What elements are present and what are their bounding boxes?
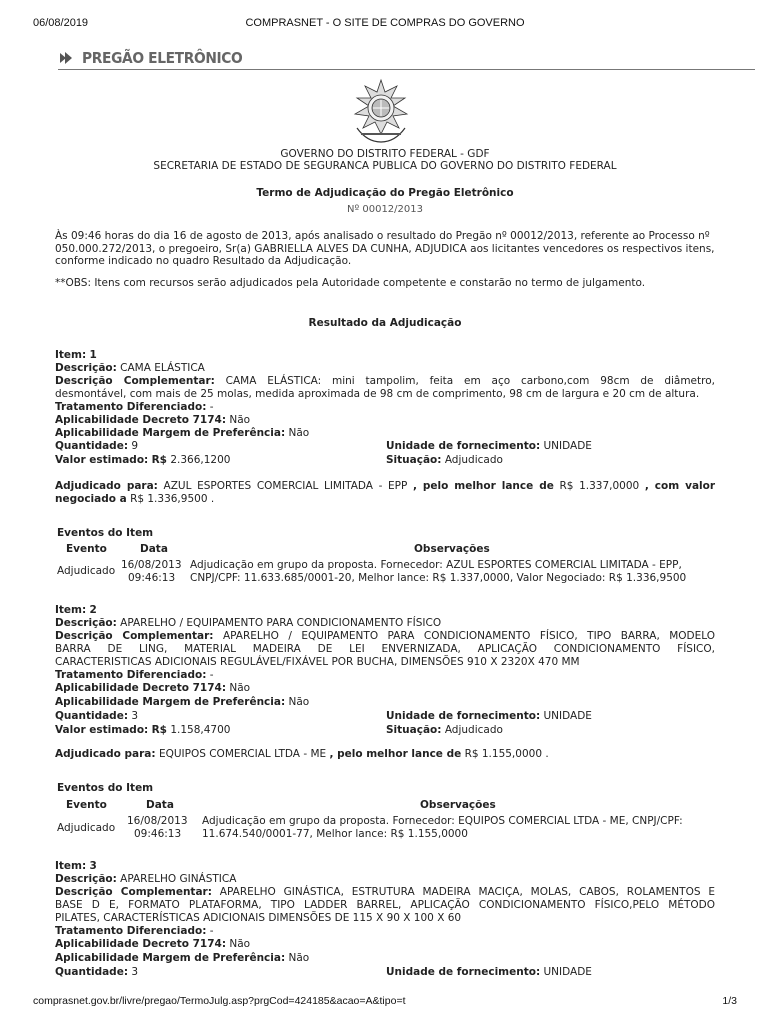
item-quantidade: Quantidade: 9 [55, 440, 139, 452]
coat-of-arms-icon [347, 78, 415, 146]
item-descricao: Descrição: APARELHO GINÁSTICA [55, 873, 237, 885]
footer-page-number: 1/3 [722, 995, 737, 1007]
brand-divider [58, 69, 755, 70]
item-quantidade: Quantidade: 3 [55, 966, 139, 978]
brand [60, 49, 256, 67]
evento-time: 09:46:13 [128, 572, 176, 584]
eventos-title: Eventos do Item [57, 527, 154, 539]
gov-line-1: GOVERNO DO DISTRITO FEDERAL - GDF [280, 148, 490, 160]
evento-cell: Adjudicado [57, 565, 116, 577]
item-unidade: Unidade de fornecimento: UNIDADE [386, 440, 592, 452]
item-adjudicado-para: Adjudicado para: AZUL ESPORTES COMERCIAL LIMITADA - EPP , pelo melhor lance de R$ 1.337,0000 , com valor negociado a R$ 1.336,9500 . [55, 480, 716, 505]
print-date: 06/08/2019 [33, 17, 89, 29]
item-descricao: Descrição: APARELHO / EQUIPAMENTO PARA CONDICIONAMENTO FÍSICO [55, 617, 442, 629]
item-unidade: Unidade de fornecimento: UNIDADE [386, 966, 592, 978]
item-valor: Valor estimado: R$ 1.158,4700 [55, 724, 231, 736]
evento-obs-2: CNPJ/CPF: 11.633.685/0001-20, Melhor lance: R$ 1.337,0000, Valor Negociado: R$ 1.336,9500 [190, 572, 687, 584]
item-situacao: Situação: Adjudicado [386, 454, 503, 466]
item-number: Item: 3 [55, 860, 97, 872]
item-number: Item: 2 [55, 604, 97, 616]
item-situacao: Situação: Adjudicado [386, 724, 503, 736]
item-margem: Aplicabilidade Margem de Preferência: Não [55, 952, 310, 964]
evento-obs-2: 11.674.540/0001-77, Melhor lance: R$ 1.155,0000 [202, 828, 468, 840]
eventos-col-observacoes: Observações [414, 543, 490, 555]
item-number: Item: 1 [55, 349, 97, 361]
item-desc-comp-cont: BASE D E, FORMATO PLATAFORMA, TIPO LADDER BARREL, APLICAÇÃO CONDICIONAMENTO FÍSICO,PELO MÉTODO [55, 899, 715, 911]
item-quantidade: Quantidade: 3 [55, 710, 139, 722]
evento-date: 16/08/2013 [127, 815, 188, 827]
item-unidade: Unidade de fornecimento: UNIDADE [386, 710, 592, 722]
brand-title: PREGÃO ELETRÔNICO [82, 49, 243, 67]
item-margem: Aplicabilidade Margem de Preferência: Não [55, 427, 310, 439]
eventos-col-evento: Evento [66, 543, 107, 555]
item-desc-comp: Descrição Complementar: CAMA ELÁSTICA: mini tampolim, feita em aço carbono,com 98cm de diâmetro, [55, 375, 715, 387]
eventos-col-data: Data [140, 543, 168, 555]
item-decreto: Aplicabilidade Decreto 7174: Não [55, 682, 251, 694]
evento-date: 16/08/2013 [121, 559, 182, 571]
footer-url: comprasnet.gov.br/livre/pregao/TermoJulg.asp?prgCod=424185&acao=A&tipo=t [33, 995, 406, 1007]
evento-obs-1: Adjudicação em grupo da proposta. Fornecedor: AZUL ESPORTES COMERCIAL LIMITADA - EPP, [190, 559, 682, 571]
section-title: Resultado da Adjudicação [308, 317, 462, 329]
item-desc-comp-cont: desmontável, com mais de 25 molas, medida aproximada de 98 cm de comprimento, 98 cm de largura e 20 cm de altura. [55, 388, 700, 400]
item-decreto: Aplicabilidade Decreto 7174: Não [55, 414, 251, 426]
eventos-col-evento: Evento [66, 799, 107, 811]
print-site-title: COMPRASNET - O SITE DE COMPRAS DO GOVERNO [245, 17, 525, 29]
intro-paragraph: Às 09:46 horas do dia 16 de agosto de 2013, após analisado o resultado do Pregão nº 00012/2013, referente ao Processo nº 050.000.272/2013, o pregoeiro, Sr(a) GABRIELLA ALVES DA CUNHA, ADJUDICA aos licitantes vencedores os respectivos itens, conforme indicado no quadro Resultado da Adjudicação. [55, 230, 715, 267]
item-desc-comp: Descrição Complementar: APARELHO / EQUIPAMENTO PARA CONDICIONAMENTO FÍSICO, TIPO BARRA, MODELO [55, 630, 716, 642]
double-arrow-icon [60, 51, 76, 65]
item-tratamento: Tratamento Diferenciado: - [55, 669, 214, 681]
item-adjudicado-para: Adjudicado para: EQUIPOS COMERCIAL LTDA - ME , pelo melhor lance de R$ 1.155,0000 . [55, 748, 549, 760]
item-tratamento: Tratamento Diferenciado: - [55, 401, 214, 413]
item-valor: Valor estimado: R$ 2.366,1200 [55, 454, 231, 466]
evento-obs-1: Adjudicação em grupo da proposta. Fornecedor: EQUIPOS COMERCIAL LTDA - ME, CNPJ/CPF: [202, 815, 683, 827]
evento-cell: Adjudicado [57, 822, 116, 834]
item-desc-comp-cont: PILATES, CARACTERÍSTICAS ADICIONAIS DIMENSÕES DE 115 X 90 X 100 X 60 [55, 912, 462, 924]
item-margem: Aplicabilidade Margem de Preferência: Não [55, 696, 310, 708]
obs-paragraph: **OBS: Itens com recursos serão adjudicados pela Autoridade competente e constarão no termo de julgamento. [55, 277, 646, 289]
evento-time: 09:46:13 [134, 828, 182, 840]
item-desc-comp-cont: CARACTERISTICAS ADICIONAIS REGULÁVEL/FIXÁVEL POR BUCHA, DIMENSÕES 910 X 2320X 470 MM [55, 656, 580, 668]
item-tratamento: Tratamento Diferenciado: - [55, 925, 214, 937]
gov-line-2: SECRETARIA DE ESTADO DE SEGURANCA PUBLICA DO GOVERNO DO DISTRITO FEDERAL [153, 160, 617, 172]
page-title: Termo de Adjudicação do Pregão Eletrônico [256, 187, 514, 199]
eventos-col-observacoes: Observações [420, 799, 496, 811]
item-decreto: Aplicabilidade Decreto 7174: Não [55, 938, 251, 950]
item-desc-comp-cont: BARRA DE LING, MATERIAL MADEIRA DE LEI ENVERNIZADA, APLICAÇÃO CONDICIONAMENTO FÍSICO, [55, 643, 715, 655]
pregao-number: Nº 00012/2013 [346, 204, 423, 215]
eventos-title: Eventos do Item [57, 782, 154, 794]
eventos-col-data: Data [146, 799, 174, 811]
item-descricao: Descrição: CAMA ELÁSTICA [55, 362, 205, 374]
item-desc-comp: Descrição Complementar: APARELHO GINÁSTICA, ESTRUTURA MADEIRA MACIÇA, MOLAS, CABOS, ROLAMENTOS E [55, 886, 716, 898]
